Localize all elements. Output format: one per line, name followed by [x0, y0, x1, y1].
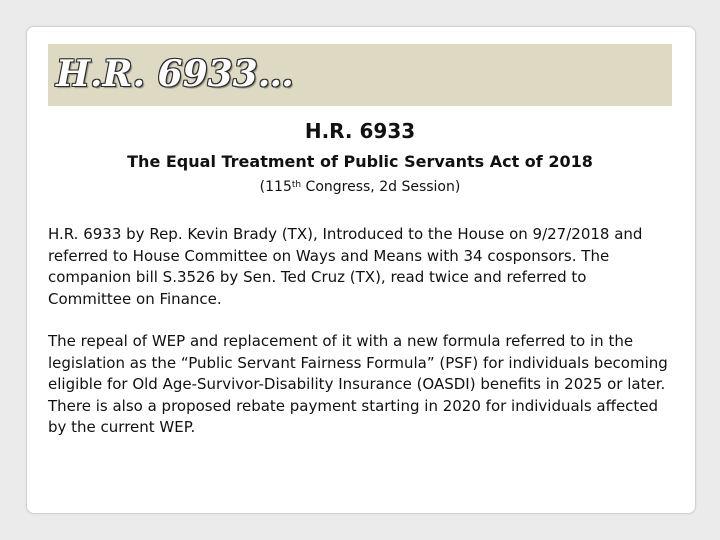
- act-title-heading: The Equal Treatment of Public Servants Act of 2018: [127, 152, 593, 171]
- session-line: [0, 177, 720, 197]
- session-ordinal-suffix: th: [291, 180, 302, 190]
- session-rest: Congress, 2d Session): [301, 179, 461, 195]
- title-bar: [48, 44, 672, 106]
- paragraph-wep-repeal: The repeal of WEP and replacement of it with a new formula referred to in the legislation as the “Public Servant Fairness Formula” (PSF) for individuals becoming eligible for Old Age-Survivor-Disability Insurance (OASDI) benefits in 2025 or later. There is also a proposed rebate payment starting in 2020 for individuals affected by the current WEP.: [48, 332, 668, 436]
- paragraph-introduction: H.R. 6933 by Rep. Kevin Brady (TX), Introduced to the House on 9/27/2018 and referred to House Committee on Ways and Means with 34 cosponsors. The companion bill S.3526 by Sen. Ted Cruz (TX), read twice and referred to Committee on Finance.: [48, 225, 643, 308]
- slide-title: H.R. 6933…: [56, 53, 294, 95]
- bill-number-heading: H.R. 6933: [304, 119, 416, 143]
- session-open: (115: [259, 179, 292, 195]
